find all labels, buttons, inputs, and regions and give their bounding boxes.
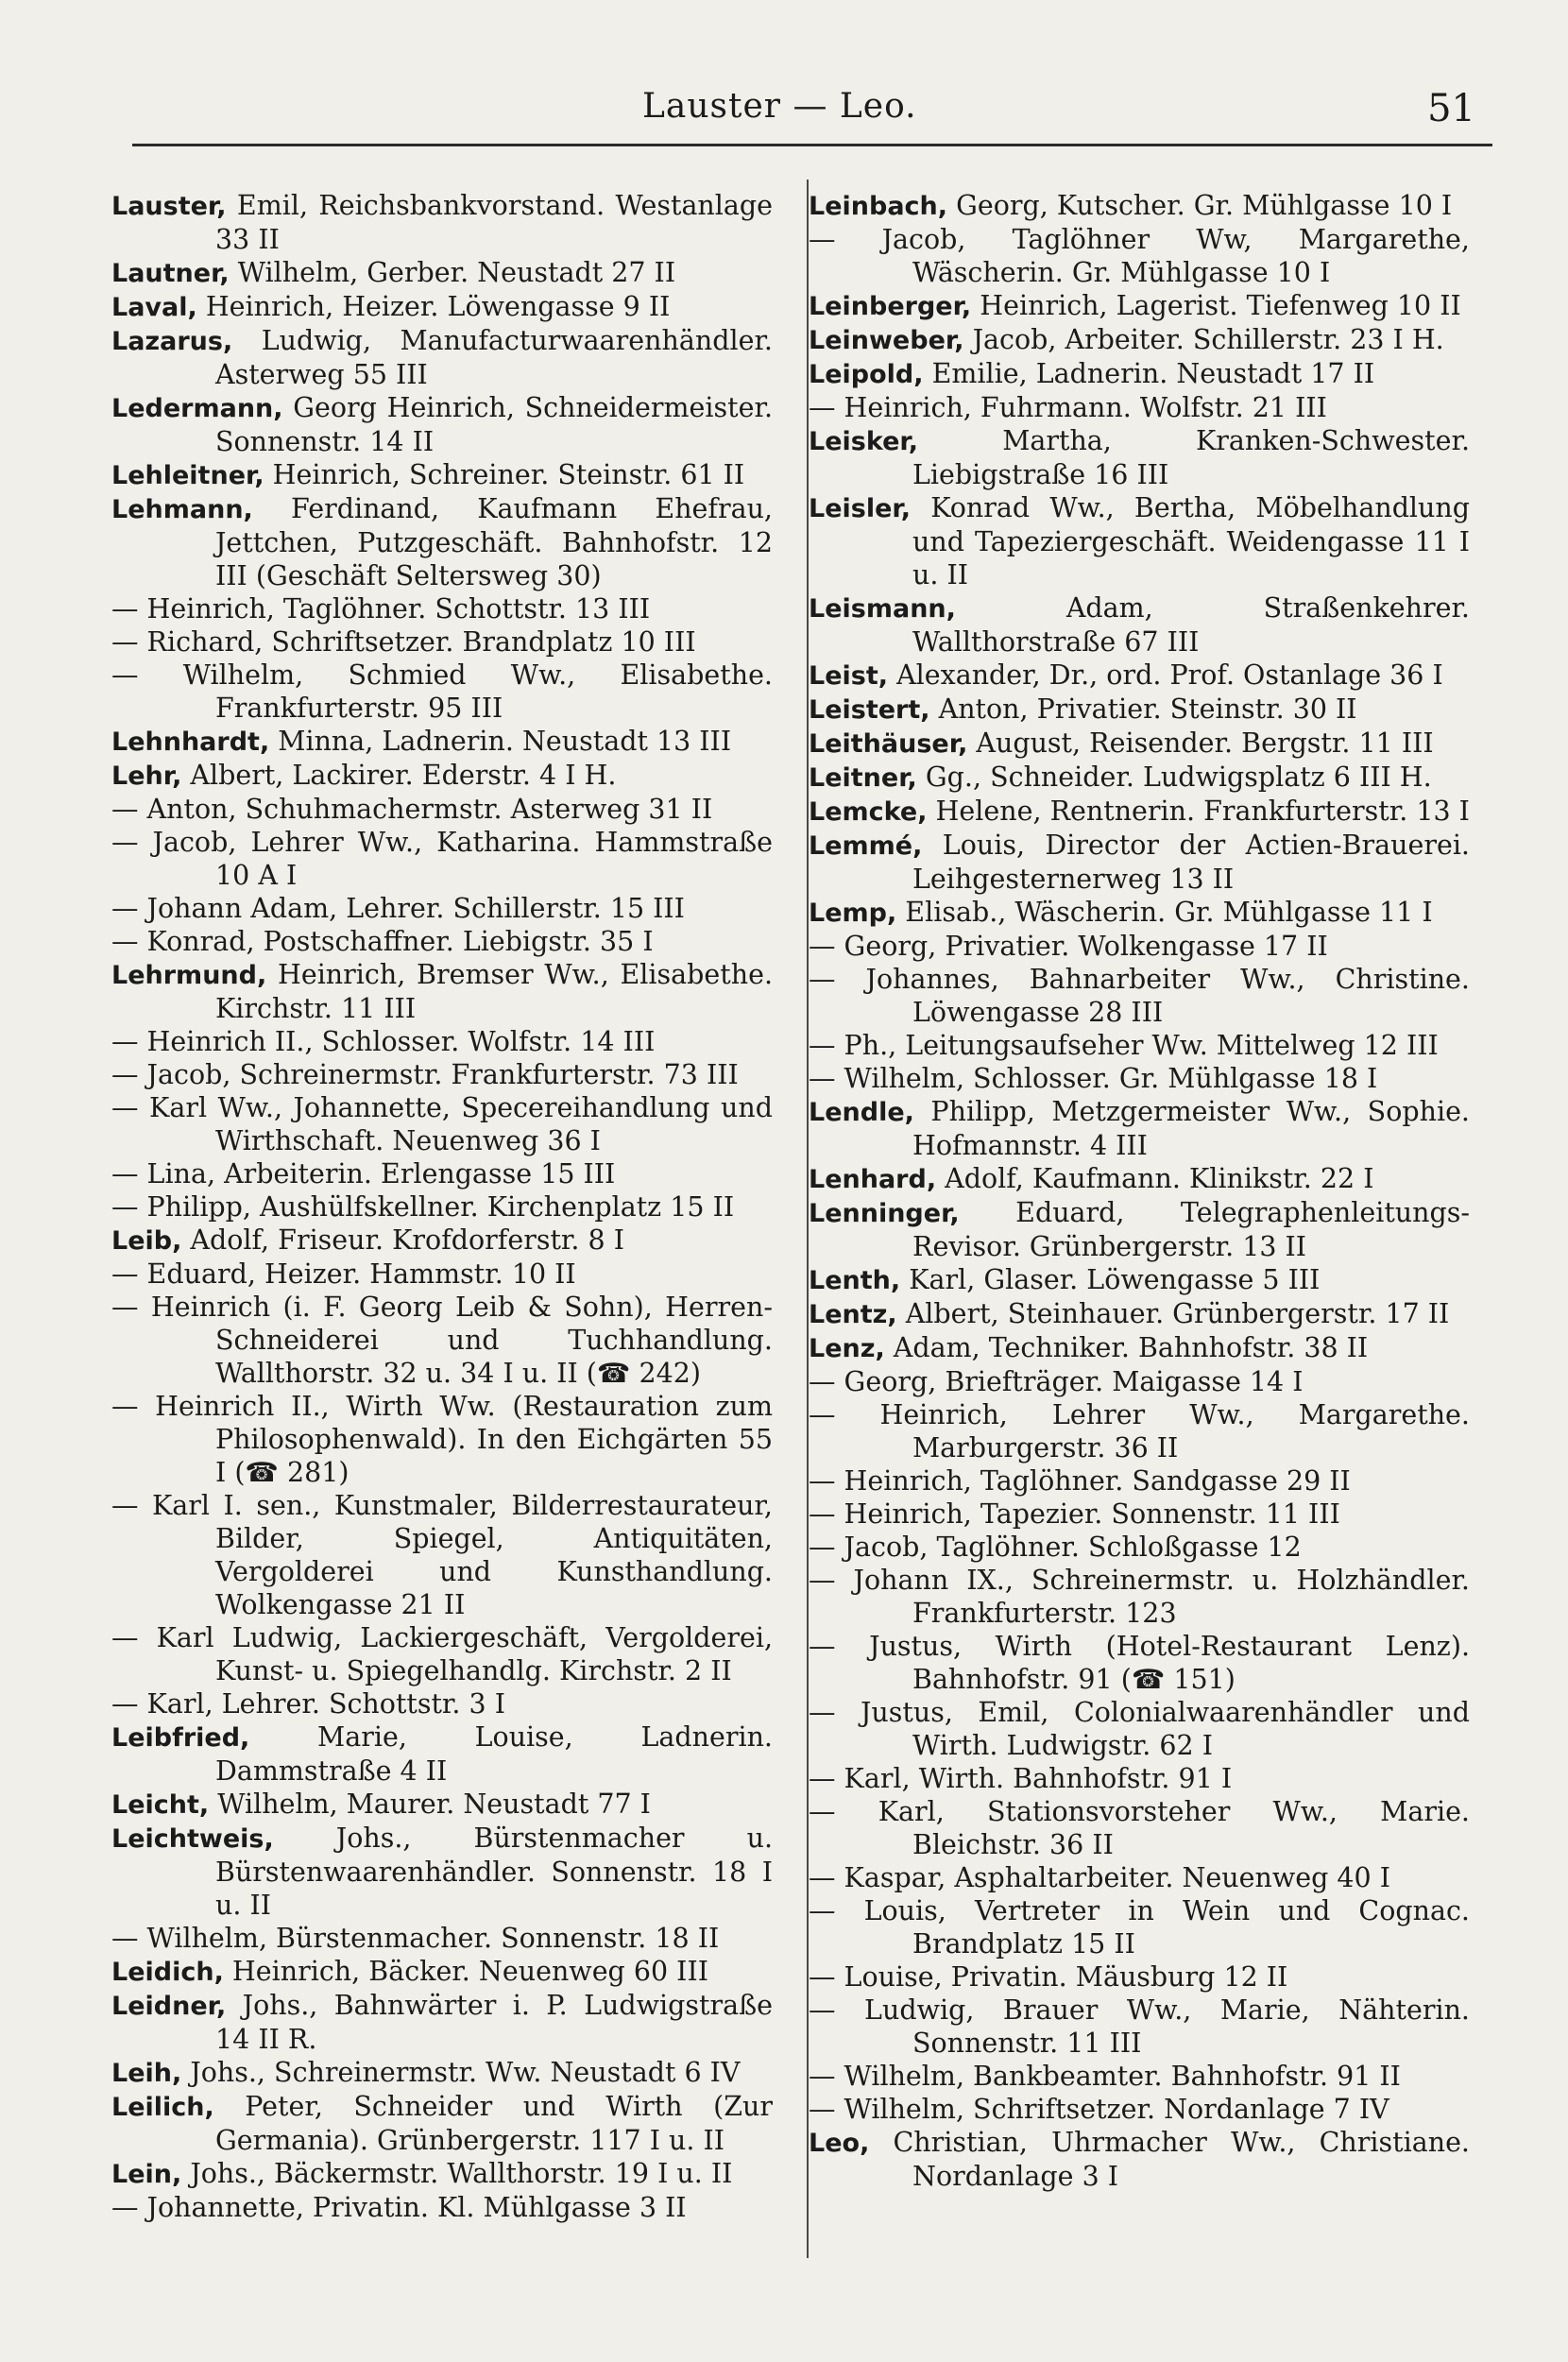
directory-entry xyxy=(111,1157,773,1190)
directory-entry xyxy=(809,491,1470,591)
directory-entry xyxy=(809,693,1470,727)
entry-details: Emil, Reichsbankvorstand. Westanlage 33 II xyxy=(215,190,774,255)
entry-details: — Wilhelm, Bürstenmacher. Sonnenstr. 18 II xyxy=(111,1923,720,1954)
entry-surname: Lenz, xyxy=(809,1334,885,1363)
entry-details: — Johann IX., Schreinermstr. u. Holzhändler. Frankfurterstr. 123 xyxy=(809,1565,1470,1629)
directory-entry xyxy=(111,659,773,725)
entry-details: Anton, Privatier. Steinstr. 30 II xyxy=(938,693,1357,725)
entry-details: — Johannette, Privatin. Kl. Mühlgasse 3 II xyxy=(111,2192,687,2223)
directory-entry xyxy=(809,1464,1470,1498)
directory-entry xyxy=(809,761,1470,795)
entry-details: Adam, Straßenkehrer. Wallthorstraße 67 III xyxy=(912,592,1470,658)
entry-details: Johs., Schreinermstr. Ww. Neustadt 6 IV xyxy=(190,2057,741,2088)
entry-surname: Lehr, xyxy=(111,762,182,791)
entry-details: Martha, Kranken-Schwester. Liebigstraße 16 III xyxy=(912,425,1471,490)
directory-entry xyxy=(111,925,773,958)
entry-details: Johs., Bahnwärter i. P. Ludwigstraße 14 II R. xyxy=(215,1990,773,2055)
directory-entry xyxy=(809,1762,1470,1795)
entry-surname: Lehrmund, xyxy=(111,961,267,990)
entry-details: Louis, Director der Actien-Brauerei. Leihgesternerweg 13 II xyxy=(912,830,1470,895)
entry-surname: Lein, xyxy=(111,2160,182,2189)
entry-surname: Leisler, xyxy=(809,494,912,523)
directory-entry xyxy=(809,1365,1470,1398)
directory-entry xyxy=(809,963,1470,1029)
directory-entry xyxy=(111,1922,773,1955)
directory-entry xyxy=(111,1822,773,1922)
entry-details: Adolf, Friseur. Krofdorferstr. 8 I xyxy=(190,1224,624,1256)
entry-details: Gg., Schneider. Ludwigsplatz 6 III H. xyxy=(925,762,1432,793)
entry-details: Ferdinand, Kaufmann Ehefrau, Jettchen, Putzgeschäft. Bahnhofstr. 12 III (Geschäft Seltersweg 30) xyxy=(215,493,773,591)
directory-entry xyxy=(809,1398,1470,1464)
directory-entry xyxy=(809,1564,1470,1630)
directory-entry xyxy=(809,1029,1470,1062)
entry-details: — Karl, Stationsvorsteher Ww., Marie. Bleichstr. 36 II xyxy=(809,1796,1470,1860)
directory-entry xyxy=(111,1224,773,1258)
directory-entry xyxy=(809,659,1470,693)
directory-entry xyxy=(111,725,773,759)
directory-entry xyxy=(809,2093,1470,2126)
entry-details: Eduard, Telegraphenleitungs-Revisor. Grünbergerstr. 13 II xyxy=(912,1197,1470,1262)
entry-details: Heinrich, Heizer. Löwengasse 9 II xyxy=(205,291,671,322)
entry-details: — Kaspar, Asphaltarbeiter. Neuenweg 40 I xyxy=(809,1862,1390,1893)
entry-details: — Heinrich II., Schlosser. Wolfstr. 14 III xyxy=(111,1026,656,1057)
entry-surname: Leipold, xyxy=(809,360,924,389)
entry-surname: Lazarus, xyxy=(111,327,233,356)
entry-details: Georg Heinrich, Schneidermeister. Sonnenstr. 14 II xyxy=(215,392,774,457)
directory-entry xyxy=(809,1630,1470,1696)
entry-details: — Heinrich, Tapezier. Sonnenstr. 11 III xyxy=(809,1498,1340,1530)
entry-surname: Leidich, xyxy=(111,1958,224,1987)
entry-surname: Leinberger, xyxy=(809,292,972,321)
entry-details: — Konrad, Postschaffner. Liebigstr. 35 I xyxy=(111,926,654,957)
entry-details: — Ph., Leitungsaufseher Ww. Mittelweg 12 III xyxy=(809,1030,1439,1061)
directory-entry xyxy=(809,1960,1470,1994)
entry-details: — Johannes, Bahnarbeiter Ww., Christine. Löwengasse 28 III xyxy=(809,964,1470,1028)
entry-details: — Georg, Briefträger. Maigasse 14 I xyxy=(809,1366,1304,1397)
entry-surname: Lehmann, xyxy=(111,495,253,524)
entry-surname: Lehnhardt, xyxy=(111,727,270,757)
directory-entry xyxy=(809,1795,1470,1861)
directory-entry xyxy=(111,1190,773,1224)
entry-details: Adolf, Kaufmann. Klinikstr. 22 I xyxy=(945,1163,1374,1194)
entry-surname: Lemmé, xyxy=(809,831,923,861)
entry-details: — Wilhelm, Bankbeamter. Bahnhofstr. 91 II xyxy=(809,2061,1401,2092)
entry-details: — Karl, Lehrer. Schottstr. 3 I xyxy=(111,1688,505,1720)
entry-details: Philipp, Metzgermeister Ww., Sophie. Hofmannstr. 4 III xyxy=(912,1096,1470,1161)
directory-entry xyxy=(111,458,773,492)
directory-entry xyxy=(111,1687,773,1720)
entry-details: — Louis, Vertreter in Wein und Cognac. Brandplatz 15 II xyxy=(809,1895,1470,1960)
directory-entry xyxy=(809,1531,1470,1564)
entry-details: — Heinrich (i. F. Georg Leib & Sohn), Herren-Schneiderei und Tuchhandlung. Wallthorstr. 32 u. 34 I u. II (☎ 242) xyxy=(111,1292,773,1389)
entry-details: Wilhelm, Gerber. Neustadt 27 II xyxy=(237,257,676,288)
right-column xyxy=(809,189,1470,2193)
directory-entry xyxy=(111,290,773,324)
directory-entry xyxy=(111,625,773,659)
directory-entry xyxy=(111,1788,773,1822)
directory-entry xyxy=(111,2056,773,2090)
entry-details: Heinrich, Bremser Ww., Elisabethe. Kirchstr. 11 III xyxy=(215,959,773,1024)
directory-entry xyxy=(809,289,1470,323)
entry-details: — Philipp, Aushülfskellner. Kirchenplatz 15 II xyxy=(111,1191,735,1223)
directory-entry xyxy=(111,1955,773,1989)
entry-details: — Wilhelm, Schlosser. Gr. Mühlgasse 18 I xyxy=(809,1063,1378,1094)
entry-details: Georg, Kutscher. Gr. Mühlgasse 10 I xyxy=(956,190,1453,221)
entry-details: Peter, Schneider und Wirth (Zur Germania). Grünbergerstr. 117 I u. II xyxy=(215,2091,773,2156)
directory-entry xyxy=(111,2157,773,2191)
directory-entry xyxy=(809,1095,1470,1162)
header-rule xyxy=(132,144,1492,146)
entry-surname: Ledermann, xyxy=(111,394,283,423)
entry-surname: Lemcke, xyxy=(809,797,928,827)
directory-entry xyxy=(111,759,773,793)
entry-surname: Leichtweis, xyxy=(111,1824,274,1854)
directory-entry xyxy=(111,1989,773,2056)
directory-entry xyxy=(111,256,773,290)
entry-surname: Leist, xyxy=(809,661,889,691)
directory-entry xyxy=(809,591,1470,659)
entry-details: Johs., Bürstenmacher u. Bürstenwaarenhändler. Sonnenstr. 18 I u. II xyxy=(215,1823,774,1921)
entry-details: — Justus, Wirth (Hotel-Restaurant Lenz). Bahnhofstr. 91 (☎ 151) xyxy=(809,1631,1470,1695)
directory-entry xyxy=(809,424,1470,491)
entry-surname: Lendle, xyxy=(809,1098,914,1127)
entry-details: — Ludwig, Brauer Ww., Marie, Nähterin. Sonnenstr. 11 III xyxy=(809,1994,1470,2059)
entry-details: — Richard, Schriftsetzer. Brandplatz 10 III xyxy=(111,626,696,658)
entry-details: Ludwig, Manufacturwaarenhändler. Asterweg 55 III xyxy=(215,325,773,390)
entry-details: — Louise, Privatin. Mäusburg 12 II xyxy=(809,1961,1288,1993)
entry-details: — Heinrich II., Wirth Ww. (Restauration zum Philosophenwald). In den Eichgärten 55 I (☎ 281) xyxy=(111,1391,773,1488)
entry-details: Elisab., Wäscherin. Gr. Mühlgasse 11 I xyxy=(905,897,1433,928)
entry-details: — Heinrich, Lehrer Ww., Margarethe. Marburgerstr. 36 II xyxy=(809,1399,1470,1463)
entry-surname: Lenth, xyxy=(809,1266,901,1295)
entry-surname: Leicht, xyxy=(111,1790,210,1820)
entry-surname: Leithäuser, xyxy=(809,729,968,759)
page-number: 51 xyxy=(1427,87,1475,130)
directory-entry xyxy=(111,1058,773,1091)
directory-entry xyxy=(111,1720,773,1788)
directory-entry xyxy=(809,1331,1470,1365)
entry-surname: Lenninger, xyxy=(809,1199,960,1228)
entry-details: — Wilhelm, Schmied Ww., Elisabethe. Frankfurterstr. 95 III xyxy=(111,659,773,724)
directory-entry xyxy=(111,2090,773,2157)
entry-surname: Leitner, xyxy=(809,763,917,793)
entry-surname: Lenhard, xyxy=(809,1165,937,1194)
entry-surname: Leistert, xyxy=(809,695,930,725)
directory-entry xyxy=(111,1621,773,1687)
directory-entry xyxy=(809,1196,1470,1263)
entry-details: — Heinrich, Taglöhner. Schottstr. 13 III xyxy=(111,593,651,625)
directory-entry xyxy=(809,391,1470,424)
entry-details: Wilhelm, Maurer. Neustadt 77 I xyxy=(217,1789,651,1820)
entry-surname: Lehleitner, xyxy=(111,461,264,490)
entry-details: — Anton, Schuhmachermstr. Asterweg 31 II xyxy=(111,794,713,825)
directory-entry xyxy=(809,829,1470,896)
directory-entry xyxy=(809,2060,1470,2093)
entry-surname: Leidner, xyxy=(111,1992,227,2021)
directory-entry xyxy=(809,1263,1470,1297)
directory-entry xyxy=(809,795,1470,829)
entry-surname: Leinbach, xyxy=(809,192,948,221)
entry-details: — Heinrich, Fuhrmann. Wolfstr. 21 III xyxy=(809,392,1327,423)
directory-entry xyxy=(809,727,1470,761)
running-title: Lauster — Leo. xyxy=(642,87,917,126)
entry-details: Heinrich, Bäcker. Neuenweg 60 III xyxy=(231,1956,708,1987)
entry-details: — Lina, Arbeiterin. Erlengasse 15 III xyxy=(111,1158,616,1190)
directory-entry xyxy=(809,1861,1470,1894)
entry-details: — Jacob, Lehrer Ww., Katharina. Hammstraße 10 A I xyxy=(111,827,773,891)
directory-entry xyxy=(111,826,773,892)
directory-entry xyxy=(809,1994,1470,2060)
entry-details: Albert, Steinhauer. Grünbergerstr. 17 II xyxy=(905,1298,1450,1329)
entry-surname: Laval, xyxy=(111,293,197,322)
entry-details: Konrad Ww., Bertha, Möbelhandlung und Tapeziergeschäft. Weidengasse 11 I u. II xyxy=(912,492,1471,590)
entry-surname: Leismann, xyxy=(809,594,956,624)
directory-entry xyxy=(111,1390,773,1489)
entry-surname: Leinweber, xyxy=(809,326,964,355)
entry-details: Marie, Louise, Ladnerin. Dammstraße 4 II xyxy=(215,1721,773,1787)
entry-details: Minna, Ladnerin. Neustadt 13 III xyxy=(278,726,732,757)
directory-entry xyxy=(111,324,773,391)
entry-details: Helene, Rentnerin. Frankfurterstr. 13 I xyxy=(935,796,1470,827)
entry-details: Karl, Glaser. Löwengasse 5 III xyxy=(909,1264,1321,1295)
entry-details: Heinrich, Lagerist. Tiefenweg 10 II xyxy=(980,290,1461,321)
directory-entry xyxy=(809,357,1470,391)
entry-details: Albert, Lackirer. Ederstr. 4 I H. xyxy=(190,760,617,791)
entry-details: — Wilhelm, Schriftsetzer. Nordanlage 7 IV xyxy=(809,2094,1389,2125)
directory-entry xyxy=(809,1498,1470,1531)
directory-entry xyxy=(111,492,773,592)
entry-details: — Karl Ww., Johannette, Specereihandlung und Wirthschaft. Neuenweg 36 I xyxy=(111,1092,773,1156)
entry-details: — Jacob, Taglöhner Ww, Margarethe, Wäscherin. Gr. Mühlgasse 10 I xyxy=(809,224,1470,288)
entry-surname: Lentz, xyxy=(809,1300,897,1329)
directory-entry xyxy=(809,1062,1470,1095)
directory-entry xyxy=(111,189,773,256)
directory-entry xyxy=(809,896,1470,930)
entry-surname: Lauster, xyxy=(111,192,227,221)
entry-details: Johs., Bäckermstr. Wallthorstr. 19 I u. II xyxy=(190,2158,733,2189)
directory-entry xyxy=(111,1025,773,1058)
directory-entry xyxy=(809,1297,1470,1331)
entry-details: Alexander, Dr., ord. Prof. Ostanlage 36 I xyxy=(896,659,1443,691)
entry-details: August, Reisender. Bergstr. 11 III xyxy=(976,727,1434,759)
directory-entry xyxy=(111,2191,773,2224)
directory-entry xyxy=(809,1696,1470,1762)
entry-details: Heinrich, Schreiner. Steinstr. 61 II xyxy=(272,459,745,490)
entry-surname: Lemp, xyxy=(809,899,897,928)
directory-entry xyxy=(111,793,773,826)
entry-details: — Johann Adam, Lehrer. Schillerstr. 15 III xyxy=(111,893,685,924)
entry-details: Adam, Techniker. Bahnhofstr. 38 II xyxy=(893,1332,1369,1363)
directory-entry xyxy=(809,1162,1470,1196)
entry-details: Emilie, Ladnerin. Neustadt 17 II xyxy=(931,358,1375,389)
directory-entry xyxy=(111,958,773,1025)
entry-details: — Heinrich, Taglöhner. Sandgasse 29 II xyxy=(809,1465,1351,1497)
entry-details: — Justus, Emil, Colonialwaarenhändler und Wirth. Ludwigstr. 62 I xyxy=(809,1697,1470,1761)
page-header xyxy=(132,87,1492,153)
directory-entry xyxy=(111,391,773,458)
directory-entry xyxy=(809,323,1470,357)
entry-surname: Leisker, xyxy=(809,427,918,456)
entry-details: — Georg, Privatier. Wolkengasse 17 II xyxy=(809,931,1328,962)
directory-entry xyxy=(111,1489,773,1621)
directory-entry xyxy=(111,592,773,625)
directory-entry xyxy=(111,892,773,925)
directory-entry xyxy=(809,930,1470,963)
entry-details: — Jacob, Taglöhner. Schloßgasse 12 xyxy=(809,1532,1302,1563)
left-column xyxy=(111,189,773,2224)
directory-entry xyxy=(809,223,1470,289)
entry-surname: Leo, xyxy=(809,2129,870,2158)
entry-details: Christian, Uhrmacher Ww., Christiane. Nordanlage 3 I xyxy=(893,2127,1470,2192)
entry-surname: Lautner, xyxy=(111,259,230,288)
directory-entry xyxy=(809,1894,1470,1960)
entry-surname: Leib, xyxy=(111,1226,182,1256)
entry-details: — Jacob, Schreinermstr. Frankfurterstr. 73 III xyxy=(111,1059,739,1090)
entry-surname: Leibfried, xyxy=(111,1723,250,1753)
directory-entry xyxy=(111,1091,773,1157)
directory-entry xyxy=(111,1291,773,1390)
entry-surname: Leilich, xyxy=(111,2093,214,2122)
entry-details: — Karl, Wirth. Bahnhofstr. 91 I xyxy=(809,1763,1233,1794)
entry-details: — Eduard, Heizer. Hammstr. 10 II xyxy=(111,1258,576,1290)
directory-entry xyxy=(809,2126,1470,2193)
entry-details: — Karl I. sen., Kunstmaler, Bilderrestaurateur, Bilder, Spiegel, Antiquitäten, Vergolderei und Kunsthandlung. Wolkengasse 21 II xyxy=(111,1490,773,1620)
entry-details: — Karl Ludwig, Lackiergeschäft, Vergolderei, Kunst- u. Spiegelhandlg. Kirchstr. 2 II xyxy=(111,1622,773,1686)
entry-surname: Leih, xyxy=(111,2059,182,2088)
directory-entry xyxy=(111,1258,773,1291)
entry-details: Jacob, Arbeiter. Schillerstr. 23 I H. xyxy=(972,324,1444,355)
directory-entry xyxy=(809,189,1470,223)
